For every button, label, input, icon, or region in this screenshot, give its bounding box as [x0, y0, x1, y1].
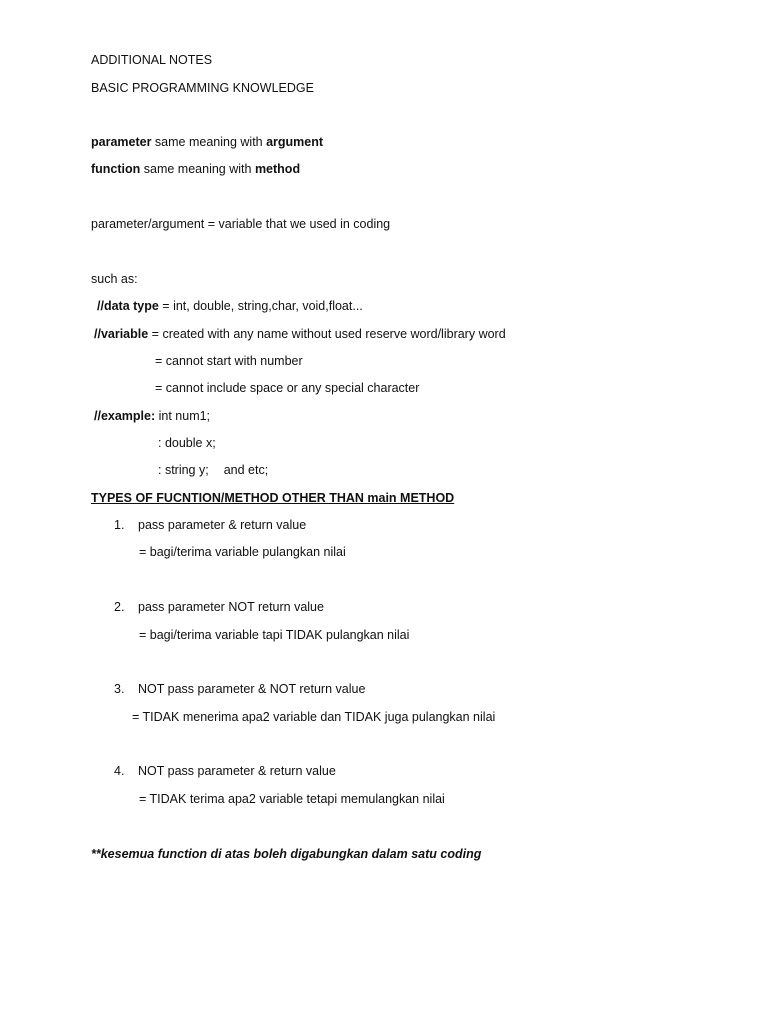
type-item-1	[114, 517, 306, 533]
example-line-3b: and etc;	[223, 463, 269, 477]
type-item-2	[114, 599, 324, 615]
data-type-text: = int, double, string,char, void,float...	[158, 299, 363, 313]
variable-line	[94, 326, 506, 342]
doc-title: ADDITIONAL NOTES	[91, 53, 213, 67]
type-title: NOT pass parameter & NOT return value	[138, 682, 366, 696]
type-title: pass parameter NOT return value	[138, 600, 324, 614]
type-number: 2.	[114, 600, 125, 614]
such-as-label: such as:	[91, 272, 138, 286]
synonym-term: parameter	[91, 135, 152, 149]
type-number: 1.	[114, 518, 125, 532]
variable-text: = created with any name without used reserve word/library word	[148, 327, 506, 341]
type-desc-2: = bagi/terima variable tapi TIDAK pulangkan nilai	[139, 628, 410, 642]
type-title: pass parameter & return value	[138, 518, 307, 532]
variable-label: //variable	[94, 327, 149, 341]
definition-line: parameter/argument = variable that we used in coding	[91, 217, 391, 231]
type-desc-4: = TIDAK terima apa2 variable tetapi memulangkan nilai	[139, 792, 445, 806]
type-item-4	[114, 763, 336, 779]
doc-subtitle: BASIC PROGRAMMING KNOWLEDGE	[91, 81, 314, 95]
data-type-line	[97, 298, 363, 314]
variable-rule-2: = cannot include space or any special character	[155, 381, 420, 395]
example-line	[94, 408, 210, 424]
example-line-2: : double x;	[158, 436, 216, 450]
type-desc-3: = TIDAK menerima apa2 variable dan TIDAK juga pulangkan nilai	[132, 710, 496, 724]
synonym-equiv: method	[254, 162, 301, 176]
types-heading: TYPES OF FUCNTION/METHOD OTHER THAN main METHOD	[91, 491, 455, 505]
footnote: **kesemua function di atas boleh digabungkan dalam satu coding	[91, 847, 482, 861]
data-type-label: //data type	[97, 299, 159, 313]
synonym-equiv: argument	[266, 135, 324, 149]
example-label: //example:	[94, 409, 156, 423]
type-number: 4.	[114, 764, 125, 778]
type-number: 3.	[114, 682, 125, 696]
example-line-3a: : string y;	[158, 463, 209, 477]
synonym-middle: same meaning with	[151, 135, 267, 149]
type-item-3	[114, 681, 365, 697]
type-desc-1: = bagi/terima variable pulangkan nilai	[139, 545, 346, 559]
synonym-line-parameter	[91, 134, 323, 150]
example-text: int num1;	[155, 409, 211, 423]
synonym-term: function	[91, 162, 141, 176]
synonym-middle: same meaning with	[140, 162, 255, 176]
example-line-3	[158, 462, 268, 478]
synonym-line-function	[91, 161, 300, 177]
variable-rule-1: = cannot start with number	[155, 354, 303, 368]
type-title: NOT pass parameter & return value	[138, 764, 336, 778]
